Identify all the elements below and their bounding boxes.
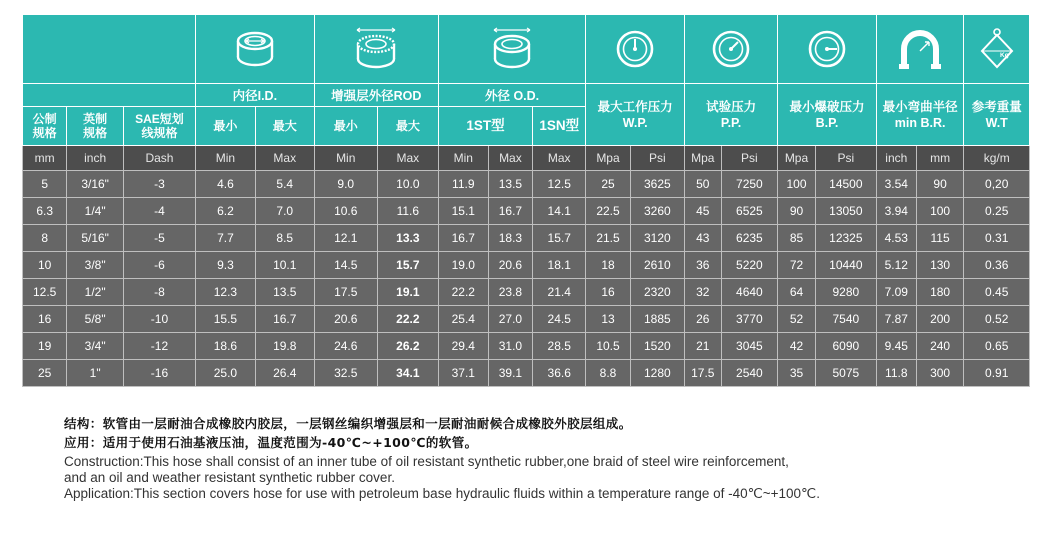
unit-cell: Min	[314, 146, 377, 171]
table-cell: 6525	[721, 198, 778, 225]
table-cell: 7.7	[196, 225, 256, 252]
table-cell: -3	[123, 171, 195, 198]
table-cell: 18.1	[533, 252, 586, 279]
table-row	[23, 333, 1030, 360]
bend-radius-icon	[895, 27, 945, 71]
table-cell: 1280	[630, 360, 684, 387]
table-cell: 3260	[630, 198, 684, 225]
table-cell: 24.5	[533, 306, 586, 333]
hose-od-icon	[488, 27, 536, 71]
table-cell: 180	[916, 279, 964, 306]
table-cell: 3.94	[876, 198, 916, 225]
table-cell: 12.5	[23, 279, 67, 306]
table-cell: 21.5	[586, 225, 630, 252]
hose-reinforcement-icon	[351, 27, 401, 71]
table-cell: -4	[123, 198, 195, 225]
table-row	[23, 306, 1030, 333]
hose-od-icon-cell	[438, 15, 585, 84]
table-cell: 11.8	[876, 360, 916, 387]
table-cell: 0,20	[964, 171, 1030, 198]
table-cell: 15.1	[438, 198, 488, 225]
unit-cell: inch	[67, 146, 124, 171]
table-cell: 17.5	[314, 279, 377, 306]
table-cell: 3770	[721, 306, 778, 333]
table-cell: 36	[685, 252, 722, 279]
data-rows	[23, 171, 1030, 387]
table-cell: 10.1	[255, 252, 314, 279]
hose-reinforcement-icon-cell	[314, 15, 438, 84]
group-bp: 最小爆破压力 B.P.	[778, 84, 877, 146]
table-cell: 15.5	[196, 306, 256, 333]
sub-od-1sn: 1SN型	[533, 107, 586, 146]
table-cell: 17.5	[685, 360, 722, 387]
table-cell: 25.4	[438, 306, 488, 333]
table-cell: 2610	[630, 252, 684, 279]
table-cell: 2320	[630, 279, 684, 306]
unit-cell: Min	[196, 146, 256, 171]
table-cell: 1520	[630, 333, 684, 360]
table-cell: 8.5	[255, 225, 314, 252]
table-cell: 7.09	[876, 279, 916, 306]
table-cell: 8	[23, 225, 67, 252]
unit-cell: Max	[255, 146, 314, 171]
table-cell: 28.5	[533, 333, 586, 360]
table-cell: 25	[586, 171, 630, 198]
table-row	[23, 171, 1030, 198]
table-cell: 10.0	[377, 171, 438, 198]
table-cell: 0.45	[964, 279, 1030, 306]
table-cell: 16.7	[255, 306, 314, 333]
table-cell: 100	[916, 198, 964, 225]
burst-pressure-gauge-icon	[807, 29, 847, 69]
table-cell: 22.5	[586, 198, 630, 225]
unit-cell: Max	[533, 146, 586, 171]
sub-inch: 英制 规格	[67, 107, 124, 146]
table-cell: -16	[123, 360, 195, 387]
table-cell: 18.6	[196, 333, 256, 360]
sub-sae: SAE短划 线规格	[123, 107, 195, 146]
table-cell: 7.0	[255, 198, 314, 225]
group-id: 内径I.D.	[196, 84, 315, 107]
group-pp: 试验压力 P.P.	[685, 84, 778, 146]
unit-cell: Mpa	[586, 146, 630, 171]
table-cell: 21.4	[533, 279, 586, 306]
table-cell: 9.45	[876, 333, 916, 360]
table-cell: 10.5	[586, 333, 630, 360]
table-cell: 26.4	[255, 360, 314, 387]
units-row	[23, 146, 1030, 171]
weight-icon	[977, 27, 1017, 71]
table-cell: 12.1	[314, 225, 377, 252]
weight-icon-label: Kg	[999, 52, 1009, 59]
table-cell: 6235	[721, 225, 778, 252]
table-cell: 16	[23, 306, 67, 333]
table-cell: 5	[23, 171, 67, 198]
table-cell: 32.5	[314, 360, 377, 387]
unit-cell: Min	[438, 146, 488, 171]
table-cell: 32	[685, 279, 722, 306]
table-cell: 16.7	[438, 225, 488, 252]
table-cell: 5/8"	[67, 306, 124, 333]
table-cell: -12	[123, 333, 195, 360]
table-cell: 3/16"	[67, 171, 124, 198]
table-cell: 85	[778, 225, 816, 252]
table-cell: 42	[778, 333, 816, 360]
table-cell: 20.6	[314, 306, 377, 333]
table-cell: 7.87	[876, 306, 916, 333]
table-cell: 5.4	[255, 171, 314, 198]
table-cell: 43	[685, 225, 722, 252]
unit-cell: inch	[876, 146, 916, 171]
table-cell: 7540	[815, 306, 876, 333]
header-blank-cell	[23, 15, 196, 84]
table-cell: 11.9	[438, 171, 488, 198]
table-cell: 0.31	[964, 225, 1030, 252]
table-cell: 29.4	[438, 333, 488, 360]
table-cell: 26.2	[377, 333, 438, 360]
table-cell: 13	[586, 306, 630, 333]
table-cell: 16	[586, 279, 630, 306]
unit-cell: mm	[916, 146, 964, 171]
table-cell: 25.0	[196, 360, 256, 387]
unit-cell: Psi	[721, 146, 778, 171]
table-cell: 12.5	[533, 171, 586, 198]
table-cell: 10.6	[314, 198, 377, 225]
table-cell: 100	[778, 171, 816, 198]
table-cell: 22.2	[438, 279, 488, 306]
table-cell: 37.1	[438, 360, 488, 387]
sub-od-1st: 1ST型	[438, 107, 532, 146]
table-cell: 5075	[815, 360, 876, 387]
group-wt: 参考重量 W.T	[964, 84, 1030, 146]
unit-cell: Max	[488, 146, 532, 171]
table-cell: 18.3	[488, 225, 532, 252]
sub-id-max: 最大	[255, 107, 314, 146]
table-cell: 19.0	[438, 252, 488, 279]
notes-block	[64, 414, 1024, 502]
working-pressure-gauge-icon	[615, 29, 655, 69]
table-row	[23, 225, 1030, 252]
table-cell: 35	[778, 360, 816, 387]
table-cell: 0.52	[964, 306, 1030, 333]
table-cell: 31.0	[488, 333, 532, 360]
table-cell: 1"	[67, 360, 124, 387]
group-br: 最小弯曲半径 min B.R.	[876, 84, 964, 146]
table-cell: 18	[586, 252, 630, 279]
table-cell: 1885	[630, 306, 684, 333]
application-note-en: Application:This section covers hose for use with petroleum base hydraulic fluids within a temperature range of -40℃~+100℃.	[64, 486, 820, 501]
table-cell: 5.12	[876, 252, 916, 279]
unit-cell: Mpa	[685, 146, 722, 171]
table-cell: 3045	[721, 333, 778, 360]
table-cell: 34.1	[377, 360, 438, 387]
table-cell: 3625	[630, 171, 684, 198]
table-cell: 10	[23, 252, 67, 279]
table-cell: 6090	[815, 333, 876, 360]
burst-pressure-icon-cell	[778, 15, 877, 84]
table-cell: 15.7	[533, 225, 586, 252]
table-cell: 0.25	[964, 198, 1030, 225]
table-cell: 1/4"	[67, 198, 124, 225]
table-cell: 36.6	[533, 360, 586, 387]
table-cell: 90	[778, 198, 816, 225]
table-cell: 24.6	[314, 333, 377, 360]
table-cell: 50	[685, 171, 722, 198]
group-wp: 最大工作压力 W.P.	[586, 84, 685, 146]
table-cell: 115	[916, 225, 964, 252]
header-blank-cell	[23, 84, 196, 107]
table-cell: 22.2	[377, 306, 438, 333]
table-cell: -6	[123, 252, 195, 279]
table-cell: 3.54	[876, 171, 916, 198]
table-cell: 52	[778, 306, 816, 333]
table-row	[23, 360, 1030, 387]
sub-nominal: 公制 规格	[23, 107, 67, 146]
table-cell: 14.1	[533, 198, 586, 225]
table-cell: 130	[916, 252, 964, 279]
table-row	[23, 279, 1030, 306]
table-cell: 90	[916, 171, 964, 198]
table-cell: -8	[123, 279, 195, 306]
table-cell: 64	[778, 279, 816, 306]
sub-id-min: 最小	[196, 107, 256, 146]
table-cell: 13.5	[488, 171, 532, 198]
hose-id-icon-cell	[196, 15, 315, 84]
structure-note-cn: 结构：软管由一层耐油合成橡胶内胶层，一层钢丝编织增强层和一层耐油耐候合成橡胶外胶层组成。	[64, 416, 632, 431]
table-cell: 9280	[815, 279, 876, 306]
table-cell: 300	[916, 360, 964, 387]
table-cell: 14.5	[314, 252, 377, 279]
table-cell: 7250	[721, 171, 778, 198]
table-cell: 5220	[721, 252, 778, 279]
table-cell: 16.7	[488, 198, 532, 225]
hose-id-icon	[232, 29, 278, 69]
table-cell: 6.2	[196, 198, 256, 225]
table-cell: 10440	[815, 252, 876, 279]
table-cell: 1/2"	[67, 279, 124, 306]
table-cell: 5/16"	[67, 225, 124, 252]
header-group-row	[23, 84, 1030, 107]
table-cell: 12.3	[196, 279, 256, 306]
header-icon-row	[23, 15, 1030, 84]
table-cell: 240	[916, 333, 964, 360]
table-cell: 0.91	[964, 360, 1030, 387]
application-note-cn: 应用：适用于使用石油基液压油，温度范围为-40℃~+100℃的软管。	[64, 435, 478, 450]
table-cell: 4.53	[876, 225, 916, 252]
table-cell: -5	[123, 225, 195, 252]
table-cell: -10	[123, 306, 195, 333]
unit-cell: kg/m	[964, 146, 1030, 171]
unit-cell: Psi	[630, 146, 684, 171]
table-cell: 200	[916, 306, 964, 333]
table-cell: 72	[778, 252, 816, 279]
table-cell: 2540	[721, 360, 778, 387]
table-cell: 26	[685, 306, 722, 333]
table-cell: 8.8	[586, 360, 630, 387]
unit-cell: Psi	[815, 146, 876, 171]
construction-note-en: Construction:This hose shall consist of an inner tube of oil resistant synthetic rubber,one braid of steel wire reinforcement,	[64, 454, 789, 469]
unit-cell: mm	[23, 146, 67, 171]
table-cell: 3120	[630, 225, 684, 252]
working-pressure-icon-cell	[586, 15, 685, 84]
table-cell: 9.0	[314, 171, 377, 198]
table-cell: 19.1	[377, 279, 438, 306]
table-cell: 3/8"	[67, 252, 124, 279]
table-cell: 9.3	[196, 252, 256, 279]
table-cell: 11.6	[377, 198, 438, 225]
proof-pressure-gauge-icon	[711, 29, 751, 69]
table-cell: 20.6	[488, 252, 532, 279]
table-cell: 14500	[815, 171, 876, 198]
table-cell: 12325	[815, 225, 876, 252]
proof-pressure-icon-cell	[685, 15, 778, 84]
group-rod: 增强层外径ROD	[314, 84, 438, 107]
table-row	[23, 252, 1030, 279]
sub-rod-min: 最小	[314, 107, 377, 146]
table-cell: 0.36	[964, 252, 1030, 279]
table-cell: 3/4"	[67, 333, 124, 360]
table-row	[23, 198, 1030, 225]
table-cell: 13050	[815, 198, 876, 225]
table-cell: 15.7	[377, 252, 438, 279]
table-cell: 21	[685, 333, 722, 360]
unit-cell: Dash	[123, 146, 195, 171]
sub-rod-max: 最大	[377, 107, 438, 146]
unit-cell: Mpa	[778, 146, 816, 171]
bend-radius-icon-cell	[876, 15, 964, 84]
construction-note-en-cont: and an oil and weather resistant synthetic rubber cover.	[64, 470, 395, 485]
table-cell: 4640	[721, 279, 778, 306]
table-cell: 23.8	[488, 279, 532, 306]
unit-cell: Max	[377, 146, 438, 171]
table-cell: 0.65	[964, 333, 1030, 360]
hose-spec-table	[22, 14, 1030, 387]
weight-icon-cell	[964, 15, 1030, 84]
table-cell: 39.1	[488, 360, 532, 387]
table-cell: 13.3	[377, 225, 438, 252]
table-cell: 25	[23, 360, 67, 387]
table-cell: 27.0	[488, 306, 532, 333]
group-od: 外径 O.D.	[438, 84, 585, 107]
table-cell: 13.5	[255, 279, 314, 306]
table-cell: 19	[23, 333, 67, 360]
table-cell: 4.6	[196, 171, 256, 198]
table-cell: 19.8	[255, 333, 314, 360]
table-cell: 45	[685, 198, 722, 225]
table-cell: 6.3	[23, 198, 67, 225]
